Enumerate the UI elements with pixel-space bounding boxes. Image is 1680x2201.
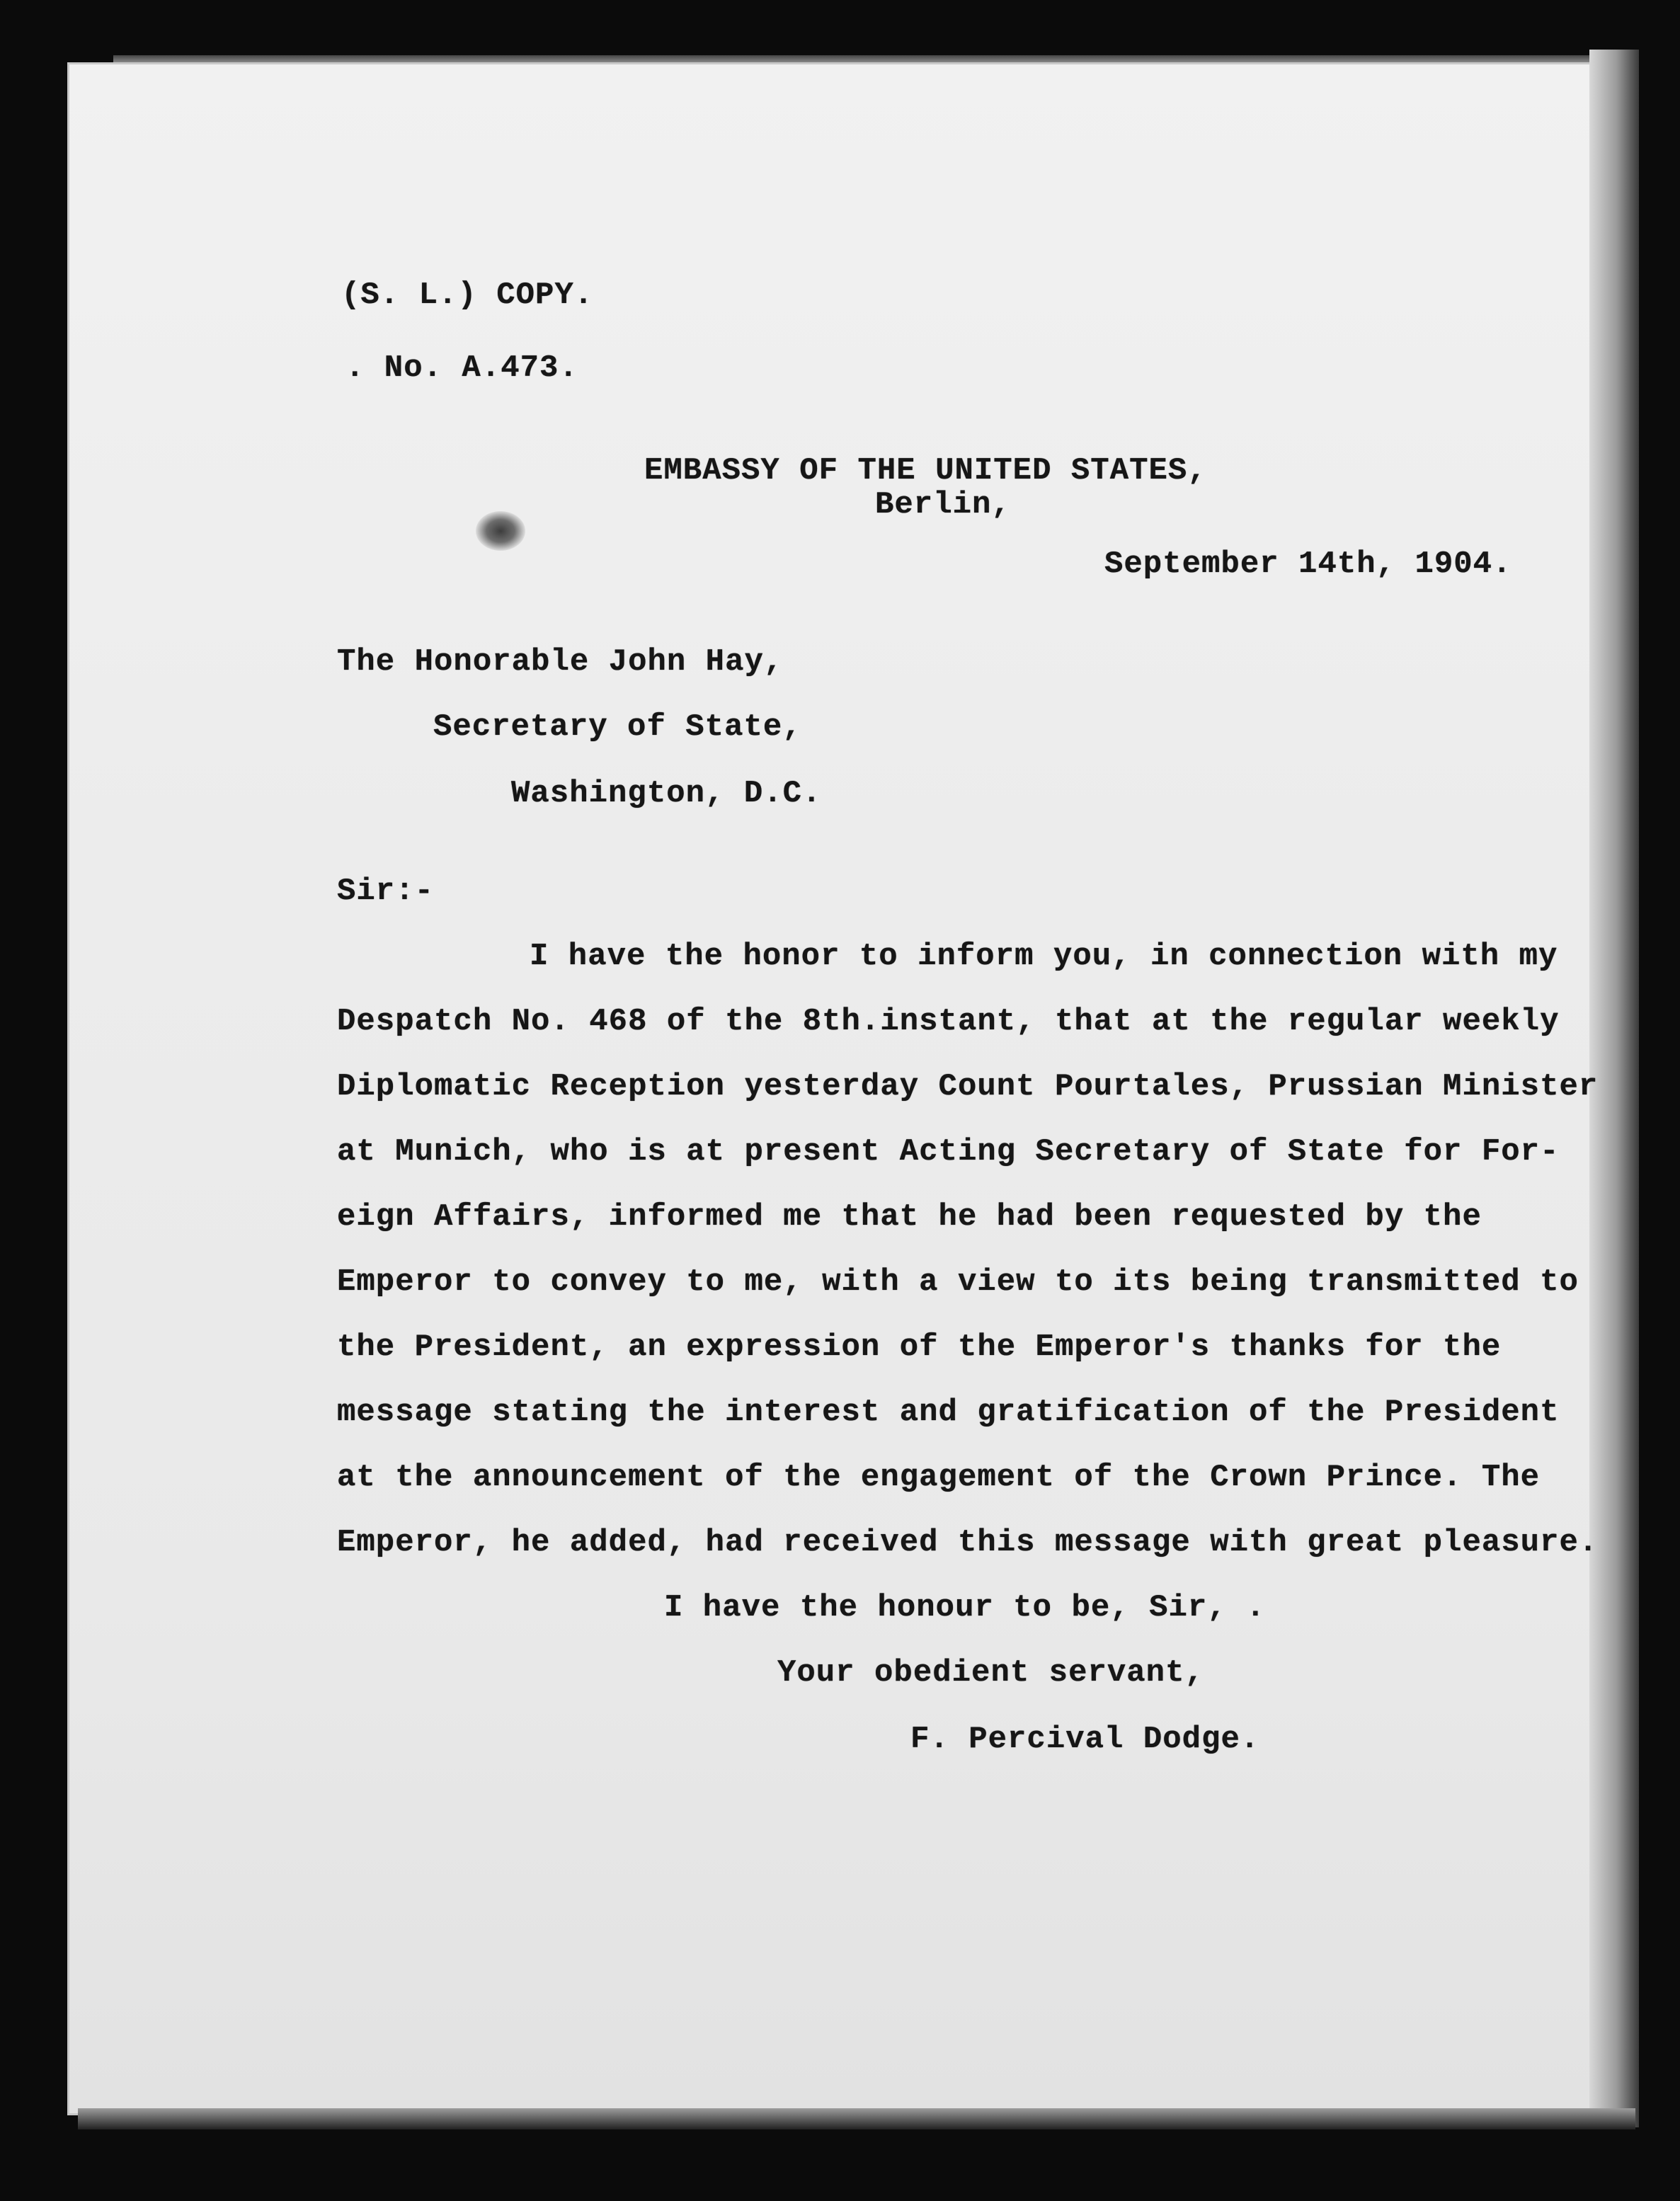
closing-line: I have the honour to be, Sir, . bbox=[664, 1590, 1266, 1625]
signature: F. Percival Dodge. bbox=[910, 1722, 1260, 1757]
letterhead-embassy: EMBASSY OF THE UNITED STATES, bbox=[644, 453, 1207, 488]
letter-date: September 14th, 1904. bbox=[1104, 547, 1512, 582]
body-line: message stating the interest and gratification of the President bbox=[337, 1395, 1560, 1430]
addressee-place: Washington, D.C. bbox=[511, 776, 822, 811]
addressee-title: Secretary of State, bbox=[433, 709, 802, 745]
closing-servant: Your obedient servant, bbox=[777, 1655, 1204, 1691]
body-line: at Munich, who is at present Acting Secretary of State for For- bbox=[337, 1134, 1560, 1170]
despatch-number: . No. A.473. bbox=[345, 350, 578, 386]
letterhead-city: Berlin, bbox=[875, 487, 1011, 522]
body-line: at the announcement of the engagement of the Crown Prince. The bbox=[337, 1460, 1541, 1495]
body-line: Emperor, he added, had received this message with great pleasure. bbox=[337, 1525, 1599, 1560]
body-line: Emperor to convey to me, with a view to its being transmitted to bbox=[337, 1264, 1579, 1300]
body-line: Despatch No. 468 of the 8th.instant, that at the regular weekly bbox=[337, 1004, 1560, 1039]
salutation: Sir:- bbox=[337, 874, 435, 909]
body-line: the President, an expression of the Emperor's thanks for the bbox=[337, 1330, 1502, 1365]
body-line: I have the honor to inform you, in connection with my bbox=[530, 939, 1558, 974]
addressee-name: The Honorable John Hay, bbox=[337, 644, 784, 680]
copy-mark: (S. L.) COPY. bbox=[341, 278, 594, 313]
sheet-bottom-edge bbox=[78, 2108, 1635, 2129]
body-line: Diplomatic Reception yesterday Count Pourtales, Prussian Minister bbox=[337, 1069, 1599, 1104]
ink-smudge bbox=[476, 511, 525, 551]
body-line: eign Affairs, informed me that he had been requested by the bbox=[337, 1199, 1482, 1235]
